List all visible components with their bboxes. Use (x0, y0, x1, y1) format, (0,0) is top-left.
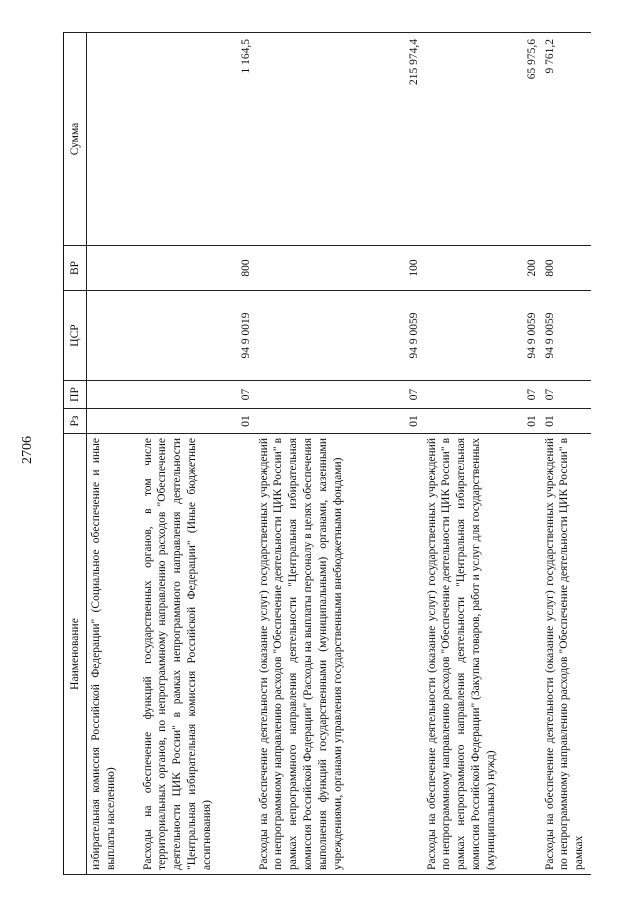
row-csr: 94 9 0059 (255, 291, 423, 381)
row-rz: 01 (541, 409, 591, 434)
row-pr: 07 (541, 381, 591, 409)
row-csr: 94 9 0019 (139, 291, 255, 381)
row-sum: 215 974,4 (255, 33, 423, 246)
table-row (139, 33, 255, 875)
row-vr: 800 (541, 246, 591, 291)
row-name: Расходы на обеспечение деятельности (оказание услуг) государственных учреждений по непрограммному направлению расходов "Обеспечение деятельности ЦИК России" в рамках (541, 434, 591, 875)
row-name: Расходы на обеспечение функций государственных органов, в том числе территориальных органов, по непрограммному направлению расходов "Обеспечение деятельности ЦИК России" в рамках непрограммного направления деятельности "Центральная избирательная комиссия Российской Федерации" (Иные бюджетные ассигнования) (139, 434, 255, 875)
row-pr: 07 (139, 381, 255, 409)
row-vr: 200 (423, 246, 541, 291)
row-sum: 65 975,6 (423, 33, 541, 246)
table-row (541, 33, 591, 875)
table-row (87, 33, 139, 875)
row-pr: 07 (423, 381, 541, 409)
table-row (255, 33, 423, 875)
row-sum (87, 33, 139, 246)
page-number: 2706 (20, 436, 35, 464)
column-header-sum: Сумма (64, 33, 87, 246)
budget-table (63, 32, 591, 875)
row-rz: 01 (255, 409, 423, 434)
rotated-table-container (63, 33, 593, 875)
row-sum: 1 164,5 (139, 33, 255, 246)
row-pr: 07 (255, 381, 423, 409)
row-sum: 9 761,2 (541, 33, 591, 246)
column-header-pr: ПР (64, 381, 87, 409)
row-rz: 01 (139, 409, 255, 434)
row-pr (87, 381, 139, 409)
column-header-rz: Рз (64, 409, 87, 434)
row-vr: 800 (139, 246, 255, 291)
row-csr: 94 9 0059 (423, 291, 541, 381)
row-vr (87, 246, 139, 291)
column-header-csr: ЦСР (64, 291, 87, 381)
row-vr: 100 (255, 246, 423, 291)
table-row (423, 33, 541, 875)
row-rz (87, 409, 139, 434)
row-name: избирательная комиссия Российской Федерации" (Социальное обеспечение и иные выплаты населению) (87, 434, 139, 875)
row-csr: 94 9 0059 (541, 291, 591, 381)
column-header-name: Наименование (64, 434, 87, 875)
row-rz: 01 (423, 409, 541, 434)
row-csr (87, 291, 139, 381)
table-header-row (64, 33, 87, 875)
row-name: Расходы на обеспечение деятельности (оказание услуг) государственных учреждений по непрограммному направлению расходов "Обеспечение деятельности ЦИК России" в рамках непрограммного направления деятельности "Центральная избирательная комиссия Российской Федерации" (Расходы на выплаты персоналу в целях обеспечения выполнения функций государственными (муниципальными) органами, казенными учреждениями, органами управления государственными внебюджетными фондами) (255, 434, 423, 875)
column-header-vr: ВР (64, 246, 87, 291)
row-name: Расходы на обеспечение деятельности (оказание услуг) государственных учреждений по непрограммному направлению расходов "Обеспечение деятельности ЦИК России" в рамках непрограммного направления деятельности "Центральная избирательная комиссия Российской Федерации" (Закупка товаров, работ и услуг для государственных (муниципальных) нужд) (423, 434, 541, 875)
